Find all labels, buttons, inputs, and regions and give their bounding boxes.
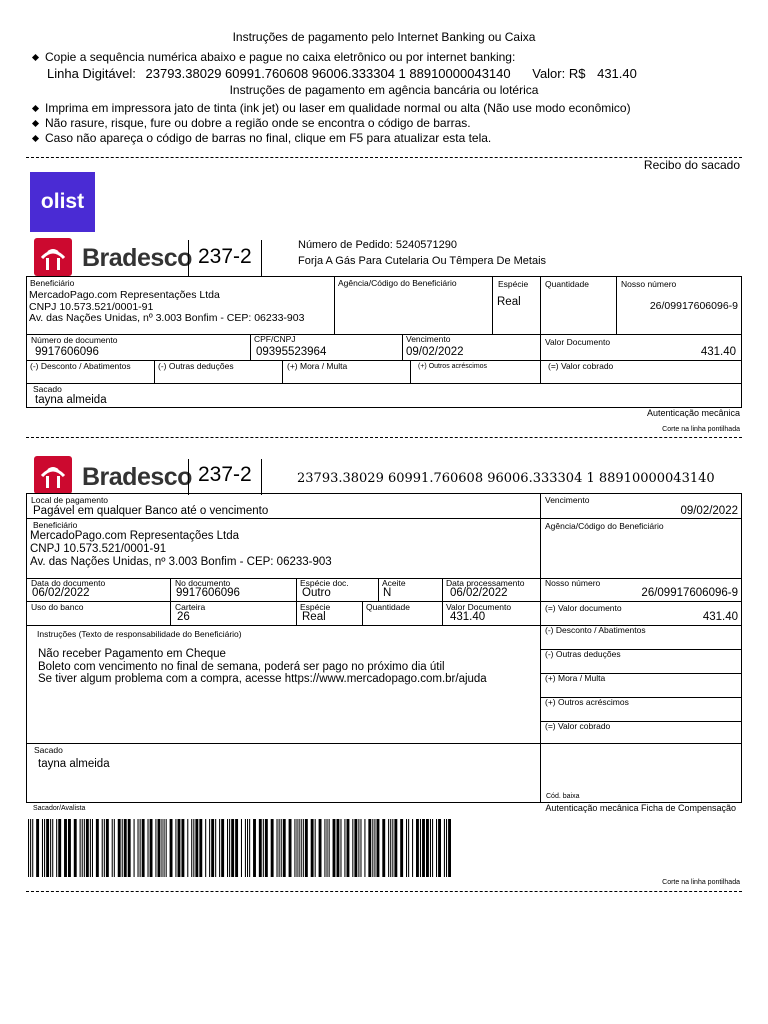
autenticacao-label: Autenticação mecânica (646, 408, 740, 418)
barcode-bar (155, 819, 156, 877)
especie-label: Espécie (498, 279, 529, 289)
barcode-bar (96, 819, 99, 877)
beneficiario-cnpj: CNPJ 10.573.521/0001-91 (29, 300, 154, 313)
barcode-bar (90, 819, 91, 877)
nosso-numero-label: Nosso número (545, 578, 601, 588)
barcode-bar (215, 819, 216, 877)
sacado-value: tayna almeida (38, 758, 110, 770)
barcode-bar (432, 819, 433, 877)
bank-code: 237-2 (198, 245, 252, 268)
linha-digitavel: 23793.38029 60991.760608 96006.333304 1 88910000043140 (297, 471, 715, 486)
barcode-bar (354, 819, 357, 877)
barcode-bar (102, 819, 103, 877)
col-line (154, 360, 155, 383)
barcode-bar (181, 819, 184, 877)
barcode (28, 819, 452, 877)
sacado-label: Sacado (34, 745, 63, 755)
barcode-bar (68, 819, 71, 877)
mora-label: (+) Mora / Multa (287, 361, 348, 371)
cut-line (26, 437, 742, 438)
bullet-icon (32, 105, 39, 112)
bradesco-wordmark: Bradesco (82, 463, 192, 491)
beneficiario-label: Beneficiário (33, 520, 78, 530)
aceite-label: Aceite (382, 578, 406, 588)
nosso-numero-value: 26/09917606096-9 (641, 587, 738, 599)
barcode-bar (36, 819, 39, 877)
barcode-bar (377, 819, 380, 877)
valor-label: Valor: R$ (532, 66, 586, 81)
barcode-bar (245, 819, 246, 877)
divider (188, 459, 189, 495)
barcode-bar (446, 819, 447, 877)
col-line (540, 276, 541, 383)
barcode-bar (191, 819, 192, 877)
col-line (492, 276, 493, 334)
barcode-bar (92, 819, 93, 877)
instrucao-line: Não receber Pagamento em Cheque (38, 648, 226, 660)
barcode-bar (444, 819, 445, 877)
carteira-value: 26 (177, 611, 190, 623)
data-proc-label: Data processamento (446, 578, 525, 588)
barcode-bar (301, 819, 302, 877)
row-line (26, 360, 742, 361)
cpf-label: CPF/CNPJ (254, 334, 296, 344)
barcode-bar (311, 819, 314, 877)
especie-value: Real (497, 296, 521, 308)
barcode-bar (178, 819, 181, 877)
valor-doc-value: 431.40 (700, 346, 736, 358)
valor-doc-label: Valor Documento (545, 337, 611, 347)
beneficiario-block (30, 530, 332, 569)
row-line (26, 334, 742, 335)
barcode-bar (412, 819, 413, 877)
col-line (616, 276, 617, 334)
barcode-bar (227, 819, 228, 877)
barcode-bar (106, 819, 109, 877)
barcode-bar (259, 819, 262, 877)
barcode-bar (279, 819, 280, 877)
col-line (282, 360, 283, 383)
barcode-bar (289, 819, 292, 877)
barcode-bar (114, 819, 115, 877)
barcode-bar (297, 819, 298, 877)
barcode-bar (211, 819, 214, 877)
barcode-bar (124, 819, 127, 877)
barcode-bar (448, 819, 451, 877)
barcode-bar (372, 819, 373, 877)
barcode-bar (315, 819, 316, 877)
col-line (334, 276, 335, 334)
bradesco-tree-icon (34, 456, 72, 494)
barcode-bar (166, 819, 167, 877)
col-line (170, 578, 171, 625)
barcode-bar (161, 819, 162, 877)
barcode-bar (416, 819, 419, 877)
agencia-bullets (31, 101, 631, 146)
barcode-bar (253, 819, 256, 877)
barcode-bar (241, 819, 242, 877)
bullet-item (31, 101, 631, 116)
col-line (402, 334, 403, 360)
instrucoes-block (38, 648, 487, 686)
data-doc-value: 06/02/2022 (32, 587, 90, 599)
bradesco-wordmark: Bradesco (82, 244, 192, 272)
mora-label: (+) Mora / Multa (545, 673, 606, 683)
olist-logo-text: olist (40, 190, 85, 213)
barcode-bar (74, 819, 77, 877)
barcode-bar (58, 819, 61, 877)
barcode-bar (32, 819, 33, 877)
num-doc-value: 9917606096 (35, 346, 99, 358)
barcode-bar (420, 819, 421, 877)
valor-value: 431.40 (597, 66, 637, 81)
barcode-bar (352, 819, 353, 877)
barcode-bar (388, 819, 389, 877)
internet-banking-title: Instruções de pagamento pelo Internet Banking ou Caixa (232, 30, 536, 44)
barcode-bar (46, 819, 49, 877)
beneficiario-name: MercadoPago.com Representações Ltda (30, 530, 240, 542)
barcode-bar (158, 819, 161, 877)
barcode-bar (382, 819, 385, 877)
bradesco-logo-icon (34, 238, 72, 276)
barcode-bar (104, 819, 105, 877)
barcode-bar (263, 819, 264, 877)
cod-baixa-label: Cód. baixa (546, 793, 580, 800)
barcode-bar (82, 819, 83, 877)
barcode-bar (422, 819, 425, 877)
col-line (250, 334, 251, 360)
bullet-text: Não rasure, risque, fure ou dobre a região onde se encontra o código de barras. (45, 116, 471, 130)
beneficiario-name: MercadoPago.com Representações Ltda (29, 289, 220, 301)
barcode-bar (305, 819, 308, 877)
barcode-bar (80, 819, 81, 877)
vencimento-label: Vencimento (406, 334, 451, 344)
bullet-icon (32, 54, 39, 61)
cut-line (26, 157, 742, 158)
barcode-bar (209, 819, 210, 877)
barcode-bar (122, 819, 123, 877)
desconto-label: (-) Desconto / Abatimentos (30, 361, 131, 371)
col-line (442, 578, 443, 625)
bullet-item (31, 131, 631, 146)
bradesco-tree-icon (34, 238, 72, 276)
barcode-bar (333, 819, 336, 877)
sacado-value: tayna almeida (35, 394, 107, 406)
bullet-item (31, 116, 631, 131)
vencimento-value: 09/02/2022 (406, 346, 464, 358)
product-name: Forja A Gás Para Cutelaria Ou Têmpera De Metais (298, 255, 547, 267)
barcode-bar (205, 819, 206, 877)
corte-label: Corte na linha pontilhada (662, 426, 740, 433)
barcode-bar (142, 819, 145, 877)
barcode-bar (221, 819, 224, 877)
barcode-bar (56, 819, 57, 877)
barcode-bar (277, 819, 278, 877)
barcode-bar (364, 819, 365, 877)
bullet-text: Caso não apareça o código de barras no final, clique em F5 para atualizar esta tela. (45, 131, 492, 145)
barcode-bar (406, 819, 407, 877)
barcode-bar (134, 819, 135, 877)
especie-doc-value: Outro (302, 587, 331, 599)
linha-digitavel-value: 23793.38029 60991.760608 96006.333304 1 88910000043140 (145, 66, 511, 81)
outras-deducoes-label: (-) Outras deduções (545, 649, 621, 659)
barcode-bar (271, 819, 274, 877)
especie-label: Espécie (300, 602, 331, 612)
barcode-bar (294, 819, 295, 877)
uso-banco-label: Uso do banco (31, 602, 84, 612)
barcode-bar (299, 819, 300, 877)
linha-digitavel-label: Linha Digitável: (47, 66, 136, 81)
barcode-bar (86, 819, 89, 877)
barcode-bar (426, 819, 429, 877)
barcode-bar (281, 819, 282, 877)
nosso-numero-value: 26/09917606096-9 (649, 300, 738, 312)
barcode-bar (50, 819, 51, 877)
outras-deducoes-label: (-) Outras deduções (158, 361, 234, 371)
barcode-bar (340, 819, 341, 877)
barcode-bar (235, 819, 238, 877)
barcode-bar (170, 819, 173, 877)
autenticacao-ficha-label: Autenticação mecânica Ficha de Compensação (545, 803, 736, 813)
barcode-bar (84, 819, 85, 877)
barcode-bar (390, 819, 391, 877)
col-line (362, 601, 363, 625)
barcode-image (28, 819, 452, 877)
barcode-bar (187, 819, 188, 877)
barcode-bar (28, 819, 29, 877)
corte-label: Corte na linha pontilhada (662, 879, 740, 886)
barcode-bar (128, 819, 131, 877)
bank-code: 237-2 (198, 463, 252, 486)
beneficiario-label: Beneficiário (30, 278, 75, 288)
barcode-bar (344, 819, 345, 877)
sacado-label: Sacado (33, 384, 62, 394)
agencia-label: Agência/Código do Beneficiário (545, 521, 664, 531)
desconto-label: (-) Desconto / Abatimentos (545, 625, 646, 635)
olist-logo (30, 172, 95, 232)
barcode-bar (199, 819, 202, 877)
row-line (26, 383, 742, 384)
local-value: Pagável em qualquer Banco até o vencimento (33, 505, 269, 517)
eq-valor-doc-label: (=) Valor documento (545, 603, 622, 613)
eq-valor-doc-value: 431.40 (702, 611, 738, 623)
copy-instruction-text: Copie a sequência numérica abaixo e pague no caixa eletrônico ou por internet banking: (45, 50, 516, 64)
barcode-bar (392, 819, 393, 877)
divider (188, 240, 189, 276)
bullet-text: Imprima em impressora jato de tinta (ink jet) ou laser em qualidade normal ou alta (Não use modo econômico) (45, 101, 631, 115)
barcode-bar (347, 819, 350, 877)
carteira-label: Carteira (175, 602, 206, 612)
col-line (296, 578, 297, 625)
barcode-bar (408, 819, 409, 877)
barcode-bar (283, 819, 286, 877)
barcode-bar (337, 819, 340, 877)
barcode-bar (438, 819, 441, 877)
barcode-bar (329, 819, 330, 877)
barcode-bar (44, 819, 45, 877)
beneficiario-address: Av. das Nações Unidas, nº 3.003 Bonfim - CEP: 06233-903 (30, 556, 332, 568)
barcode-bar (30, 819, 31, 877)
barcode-bar (64, 819, 67, 877)
bradesco-logo-icon (34, 456, 72, 494)
barcode-bar (430, 819, 431, 877)
barcode-bar (138, 819, 139, 877)
nosso-numero-label: Nosso número (621, 279, 677, 289)
col-line (540, 493, 541, 803)
especie-doc-label: Espécie doc. (300, 578, 349, 588)
divider (261, 240, 262, 276)
no-doc-label: No documento (175, 578, 231, 588)
barcode-bar (303, 819, 304, 877)
cpf-value: 09395523964 (256, 346, 327, 358)
barcode-bar (231, 819, 234, 877)
especie-value: Real (302, 611, 326, 623)
valor-cobrado-label: (=) Valor cobrado (545, 721, 611, 731)
barcode-bar (324, 819, 325, 877)
barcode-bar (118, 819, 121, 877)
beneficiario-block (29, 290, 304, 325)
barcode-bar (175, 819, 176, 877)
divider (261, 459, 262, 495)
bullet-icon (32, 135, 39, 142)
barcode-bar (368, 819, 371, 877)
barcode-bar (247, 819, 248, 877)
outros-acrescimos-label: (+) Outros acréscimos (545, 697, 629, 707)
barcode-bar (112, 819, 113, 877)
barcode-bar (249, 819, 250, 877)
vencimento-label: Vencimento (545, 495, 590, 505)
barcode-bar (265, 819, 268, 877)
data-proc-value: 06/02/2022 (450, 587, 508, 599)
agencia-label: Agência/Código do Beneficiário (338, 278, 457, 288)
recibo-label: Recibo do sacado (643, 158, 740, 172)
vencimento-value: 09/02/2022 (680, 505, 738, 517)
quantidade-label: Quantidade (545, 279, 589, 289)
barcode-bar (394, 819, 397, 877)
data-doc-label: Data do documento (31, 578, 106, 588)
num-doc-label: Número de documento (31, 335, 118, 345)
barcode-bar (358, 819, 359, 877)
barcode-bar (436, 819, 437, 877)
agencia-title: Instruções de pagamento em agência bancária ou lotérica (229, 83, 539, 97)
col-line (378, 578, 379, 601)
barcode-bar (52, 819, 53, 877)
pedido-number: Número de Pedido: 5240571290 (298, 239, 458, 251)
row-line (26, 518, 742, 519)
valor-doc-label: Valor Documento (446, 602, 512, 612)
barcode-bar (148, 819, 149, 877)
barcode-bar (319, 819, 322, 877)
instrucao-line: Boleto com vencimento no final de semana, poderá ser pago no próximo dia útil (38, 660, 445, 673)
barcode-bar (374, 819, 375, 877)
valor-cobrado-label: (=) Valor cobrado (548, 361, 614, 371)
barcode-bar (150, 819, 153, 877)
local-label: Local de pagamento (31, 495, 109, 505)
barcode-bar (229, 819, 230, 877)
barcode-bar (400, 819, 403, 877)
beneficiario-cnpj: CNPJ 10.573.521/0001-91 (30, 543, 167, 555)
barcode-bar (42, 819, 43, 877)
barcode-bar (360, 819, 361, 877)
instrucao-line: Se tiver algum problema com a compra, acesse https://www.mercadopago.com.br/ajuda (38, 673, 487, 685)
barcode-bar (164, 819, 165, 877)
quantidade-label: Quantidade (366, 602, 410, 612)
row-line (26, 743, 742, 744)
aceite-value: N (383, 587, 392, 599)
beneficiario-address: Av. das Nações Unidas, nº 3.003 Bonfim - CEP: 06233-903 (29, 312, 305, 324)
barcode-bar (193, 819, 194, 877)
sacador-label: Sacador/Avalista (33, 805, 86, 812)
barcode-bar (195, 819, 198, 877)
bullet-icon (32, 120, 39, 127)
cut-line (26, 891, 742, 892)
instrucoes-label: Instruções (Texto de responsabilidade do Beneficiário) (37, 629, 242, 639)
copy-instruction (31, 50, 515, 64)
linha-digitavel-row (47, 66, 637, 81)
col-line (410, 360, 411, 383)
valor-doc-value: 431.40 (450, 611, 486, 623)
barcode-bar (219, 819, 220, 877)
no-doc-value: 9917606096 (176, 587, 240, 599)
barcode-bar (327, 819, 328, 877)
outros-acrescimos-label: (+) Outros acréscimos (418, 363, 488, 370)
barcode-bar (140, 819, 141, 877)
